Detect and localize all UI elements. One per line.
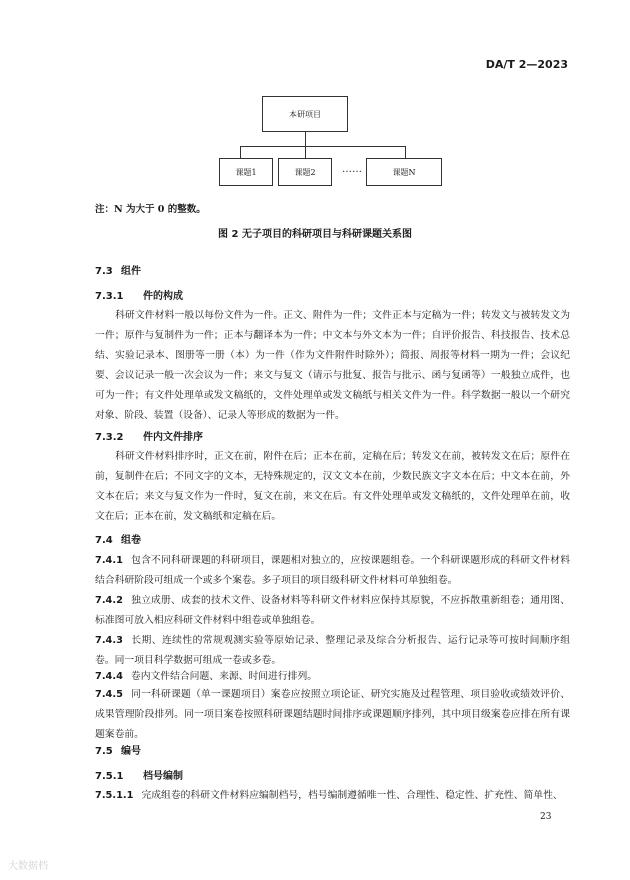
diagram-connector — [305, 132, 306, 146]
section-heading: 7.3.2 件内文件排序 — [95, 432, 203, 443]
diagram-connector — [240, 146, 406, 147]
standard-code: DA/T 2—2023 — [485, 58, 568, 71]
section-heading: 7.5 编号 — [95, 746, 141, 757]
diagram-child-box: 课题1 — [219, 158, 273, 186]
figure-caption: 图 2 无子项目的科研项目与科研课题关系图 — [218, 229, 412, 240]
diagram-child-box: 课题N — [366, 158, 442, 186]
diagram-connector — [405, 146, 406, 158]
paragraph: 科研文件材料排序时，正文在前，附件在后；正本在前，定稿在后；转发文在前，被转发文在后；原件在前，复制件在后；不同文字的文本，无特殊规定的，汉文文本在前，少数民族文字文本在后；中文本在前，外文本在后；来文与复文作为一件时，复文在前，来文在后。有文件处理单或发文稿纸的，文件处理单在前，收文在后；正本在前，发文稿纸和定稿在后。 — [95, 451, 570, 522]
clause-item: 7.4.1 包含不同科研课题的科研项目，课题相对独立的，应按课题组卷。一个科研课题形成的科研文件材料结合科研阶段可组成一个或多个案卷。多子项目的项目级科研文件材料可单独组卷。 — [95, 555, 570, 586]
figure-note: 注：N 为大于 0 的整数。 — [95, 204, 206, 215]
clause-item: 7.4.3 长期、连续性的常规观测实验等原始记录、整理记录及综合分析报告、运行记录等可按时间顺序组卷。同一项目科学数据可组成一卷或多卷。 — [95, 635, 570, 666]
clause-item: 7.4.2 独立成册、成套的技术文件、设备材料等科研文件材料应保持其原貌，不应拆散重新组卷；通用图、标准图可放入相应科研文件材料中组卷或单独组卷。 — [95, 595, 570, 626]
diagram-child-box: 课题2 — [278, 158, 332, 186]
clause-item: 7.4.5 同一科研课题（单一课题项目）案卷应按照立项论证、研究实施及过程管理、项目验收或绩效评价、成果管理阶段排列。同一项目案卷按照科研课题结题时间排序或课题顺序排列，其中项目级案卷应排在所有课题案卷前。 — [95, 689, 570, 740]
section-heading: 7.5.1 档号编制 — [95, 771, 183, 782]
section-heading: 7.4 组卷 — [95, 535, 141, 546]
diagram-root-box: 本研项目 — [262, 96, 348, 132]
clause-item: 7.5.1.1 完成组卷的科研文件材料应编制档号，档号编制遵循唯一性、合理性、稳定性、扩充性、简单性、 — [95, 790, 563, 801]
page-number: 23 — [540, 812, 552, 822]
section-heading: 7.3.1 件的构成 — [95, 291, 183, 302]
diagram-ellipsis: …… — [342, 164, 362, 175]
watermark: 大数据档 — [8, 861, 48, 872]
clause-item: 7.4.4 卷内文件结合问题、来源、时间进行排列。 — [95, 671, 318, 682]
diagram-connector — [240, 146, 241, 158]
paragraph: 科研文件材料一般以每份文件为一件。正文、附件为一件；文件正本与定稿为一件；转发文与被转发文为一件；原件与复制件为一件；正本与翻译本为一件；中文本与外文本为一件；自评价报告、科技报告、技术总结、实验记录本、图册等一册（本）为一件（作为文件附件时除外）；简报、周报等材料一期为一件；会议纪要、会议记录一般一次会议为一件；来文与复文（请示与批复、报告与批示、函与复函等）一般独立成件，也可为一件；有文件处理单或发文稿纸的，文件处理单或发文稿纸与相关文件为一件。科学数据一般以一个研究对象、阶段、装置（设备）、记录人等形成的数据为一件。 — [95, 310, 570, 421]
section-heading: 7.3 组件 — [95, 266, 141, 277]
diagram-connector — [305, 146, 306, 158]
